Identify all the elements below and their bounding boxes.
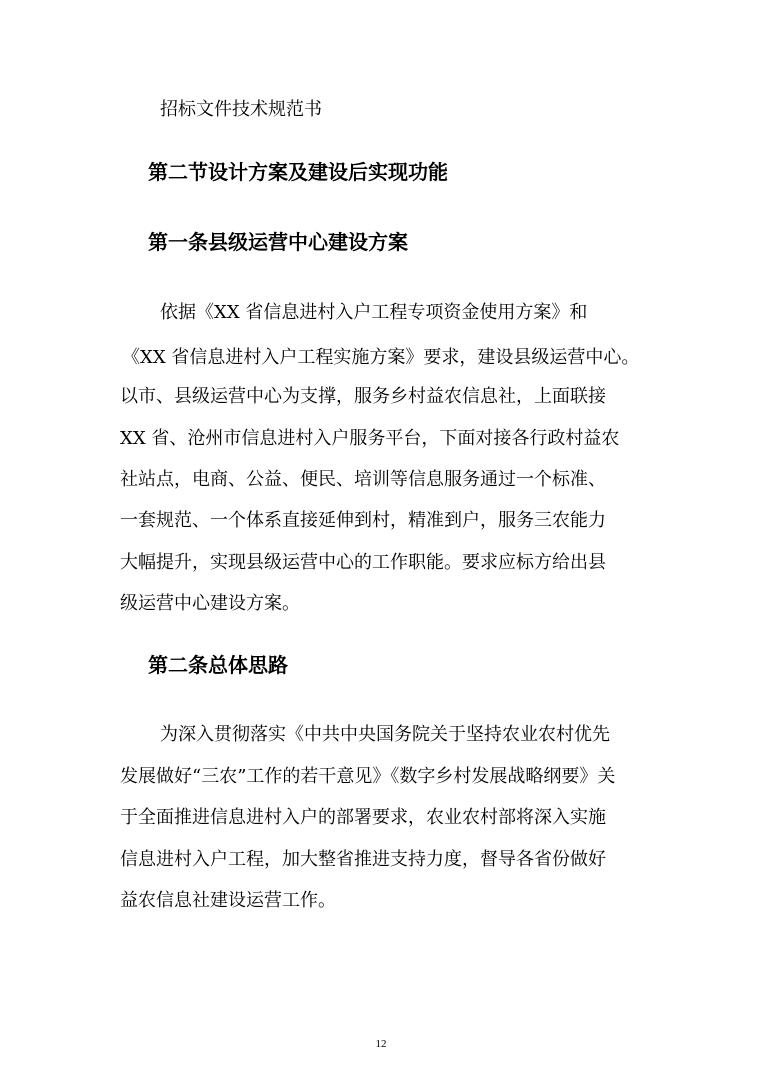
paragraph-line: 一套规范、一个体系直接延伸到村，精准到户，服务三农能力 (120, 510, 606, 531)
paragraph-line: 社站点，电商、公益、便民、培训等信息服务通过一个标准、 (120, 469, 606, 490)
page-number: 12 (375, 1038, 387, 1050)
paragraph-line: 发展做好“三农”工作的若干意见》《数字乡村发展战略纲要》关 (120, 766, 616, 787)
paragraph-line: 依据《XX 省信息进村入户工程专项资金使用方案》和 (160, 302, 588, 323)
paragraph-line: 《XX 省信息进村入户工程实施方案》要求，建设县级运营中心。 (122, 347, 640, 368)
article-2-heading: 第二条总体思路 (148, 653, 288, 677)
paragraph-line: 以市、县级运营中心为支撑，服务乡村益农信息社，上面联接 (120, 386, 606, 407)
article-1-heading: 第一条县级运营中心建设方案 (148, 230, 408, 254)
paragraph-line: 益农信息社建设运营工作。 (120, 890, 336, 911)
paragraph-line: 于全面推进信息进村入户的部署要求，农业农村部将深入实施 (120, 807, 606, 828)
document-header-title: 招标文件技术规范书 (160, 99, 322, 120)
paragraph-line: XX 省、沧州市信息进村入户服务平台，下面对接各行政村益农 (120, 428, 620, 449)
paragraph-line: 信息进村入户工程，加大整省推进支持力度，督导各省份做好 (120, 849, 606, 870)
section-heading: 第二节设计方案及建设后实现功能 (148, 160, 448, 184)
paragraph-line: 级运营中心建设方案。 (120, 593, 300, 614)
paragraph-line: 为深入贯彻落实《中共中央国务院关于坚持农业农村优先 (160, 724, 610, 745)
paragraph-line: 大幅提升，实现县级运营中心的工作职能。要求应标方给出县 (120, 552, 606, 573)
